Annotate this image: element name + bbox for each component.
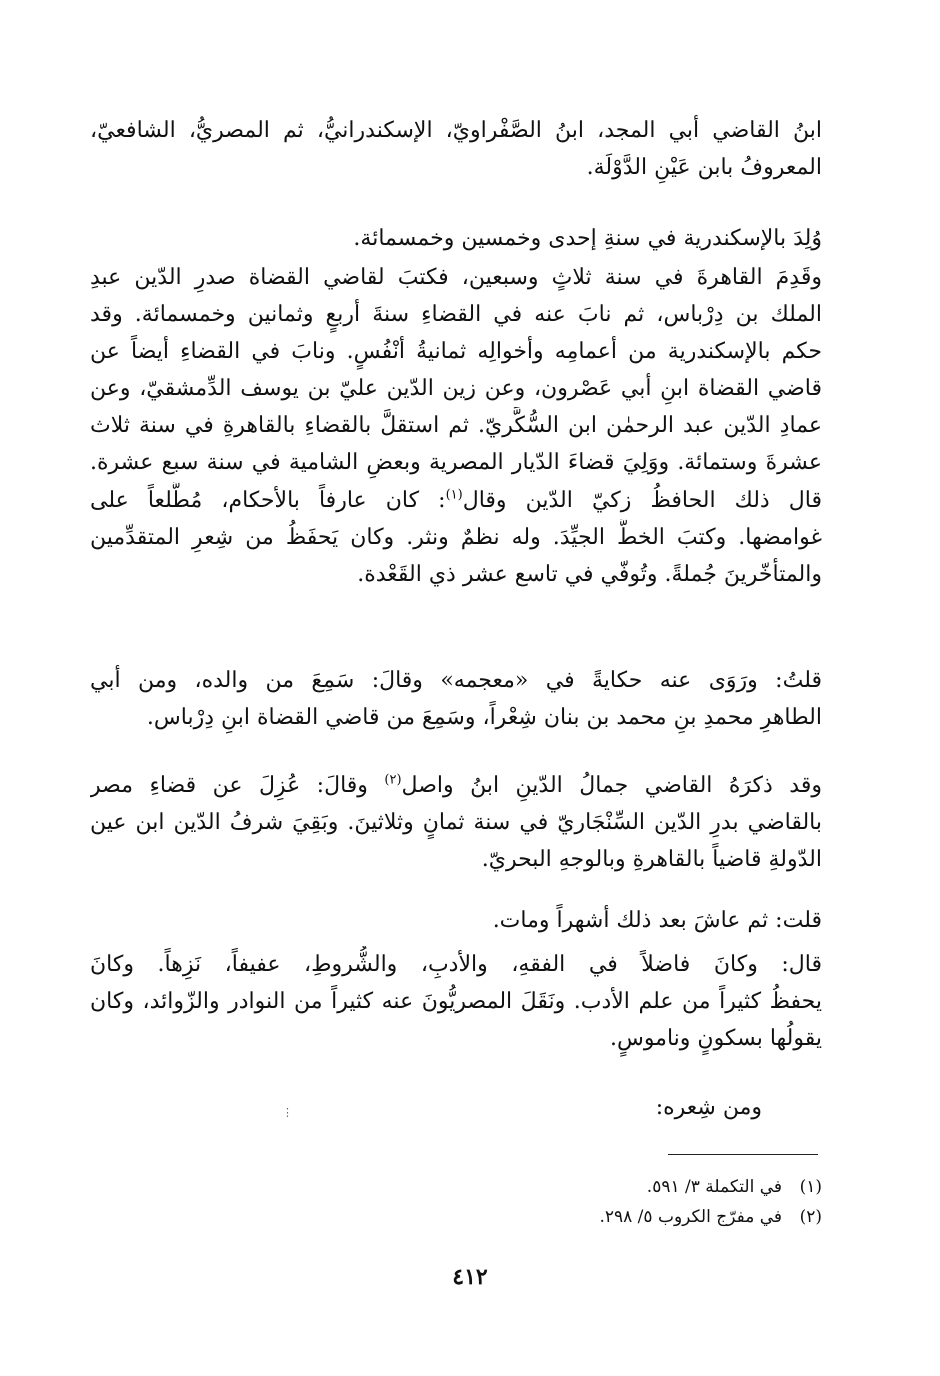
text-line: ومن شِعره: (655, 1095, 762, 1120)
text-line: وُلِدَ بالإسكندرية في سنةِ إحدى وخمسين وخمسمائة. (353, 226, 822, 251)
scan-speck: ⋮ (282, 1106, 293, 1119)
footnotes (90, 1172, 822, 1232)
text-line: عمادِ الدّين عبد الرحمٰن ابن السُّكَّريّ. ثم استقلَّ بالقضاءِ بالقاهرةِ في سنة ثلاث (90, 413, 822, 438)
text-line: ابنُ القاضي أبي المجد، ابنُ الصَّفْراويّ، الإسكندرانيُّ، ثم المصريُّ، الشافعيّ، (90, 118, 822, 143)
text-line: الطاهرِ محمدِ بنِ محمد بن بنان شِعْراً، وسَمِعَ من قاضي القضاة ابنِ دِرْباس. (146, 705, 822, 730)
text-line: قال: وكانَ فاضلاً في الفقهِ، والأدبِ، والشُّروطِ، عفيفاً، نَزِهاً. وكانَ (90, 952, 822, 977)
text-line: والمتأخّرينَ جُملةً. وتُوفّي في تاسع عشر ذي القَعْدة. (357, 562, 822, 587)
text-line: الدّولةِ قاضياً بالقاهرةِ وبالوجهِ البحريّ. (481, 847, 822, 872)
paragraph-poetry-intro (90, 1089, 822, 1126)
text-line (90, 767, 822, 804)
paragraph-death (90, 902, 822, 939)
page-number: ٤١٢ (452, 1264, 488, 1290)
text-segment: : كان عارفاً بالأحكام، مُطَّلعاً على (90, 488, 446, 513)
text-line (90, 482, 822, 519)
text-segment: وقالَ: عُزِلَ عن قضاءِ مصر (90, 773, 385, 798)
text-segment: وقد ذكرَهُ القاضي جمالُ الدّينِ ابنُ واصل (401, 773, 822, 798)
footnote-number: (٢) (799, 1207, 822, 1227)
footnote-ref-2[interactable]: (٢) (384, 772, 402, 788)
text-line: غوامضها. وكتبَ الخطَّ الجيِّدَ. وله نظمٌ ونثر. وكان يَحفَظُ من شِعرِ المتقدِّمين (90, 525, 822, 550)
text-line: بالقاضي بدرِ الدّين السِّنْجَاريّ في سنة ثمانٍ وثلاثينَ. وبَقِيَ شرفُ الدّين ابن عين (90, 810, 822, 835)
paragraph-lineage (90, 112, 822, 186)
text-line: قاضي القضاة ابنِ أبي عَصْرون، وعن زين الدّين عليّ بن يوسف الدِّمشقيّ، وعن (90, 376, 822, 401)
text-line: الملك بن دِرْباس، ثم نابَ عنه في القضاءِ سنةَ أربعٍ وثمانين وخمسمائة. وقد (90, 302, 822, 327)
text-line: يقولُها بسكونٍ وناموسٍ. (609, 1026, 822, 1051)
text-line: قلت: ثم عاشَ بعد ذلك أشهراً ومات. (492, 908, 822, 933)
paragraph-ibn-wasil (90, 767, 822, 878)
footnote-ref-1[interactable]: (١) (445, 487, 463, 503)
paragraph-career (90, 259, 822, 481)
footnote-text: في التكملة ٣/ ٥٩١. (646, 1177, 782, 1197)
paragraph-birth (90, 220, 822, 257)
paragraph-hafiz-quote (90, 482, 822, 593)
footnote-text: في مفرّج الكروب ٥/ ٢٩٨. (599, 1207, 782, 1227)
text-line: قلتُ: ورَوَى عنه حكايةً في «معجمه» وقالَ: سَمِعَ من والده، ومن أبي (90, 668, 822, 693)
footnote-number: (١) (799, 1177, 822, 1197)
footnote-2 (90, 1202, 822, 1232)
paragraph-mujam (90, 662, 822, 736)
text-line: حكم بالإسكندرية من أعمامِه وأخوالِه ثمانيةُ أنْفُسٍ. ونابَ في القضاءِ أيضاً عن (90, 339, 822, 364)
text-line: عشرةَ وستمائة. ووَلِيَ قضاءَ الدّيار المصرية وبعضِ الشامية في سنة سبع عشرة. (90, 450, 822, 475)
paragraph-virtues (90, 946, 822, 1057)
text-line: يحفظُ كثيراً من علم الأدب. ونَقَلَ المصريُّونَ عنه كثيراً من النوادر والزّوائد، وكان (90, 989, 822, 1014)
text-line: وقَدِمَ القاهرةَ في سنة ثلاثٍ وسبعين، فكتبَ لقاضي القضاة صدرِ الدّين عبدِ (90, 265, 822, 290)
text-line: المعروفُ بابن عَيْنِ الدَّوْلَة. (586, 155, 822, 180)
text-segment: قال ذلك الحافظُ زكيّ الدّين وقال (462, 488, 822, 513)
footnote-1 (90, 1172, 822, 1202)
footnote-separator (668, 1154, 818, 1155)
